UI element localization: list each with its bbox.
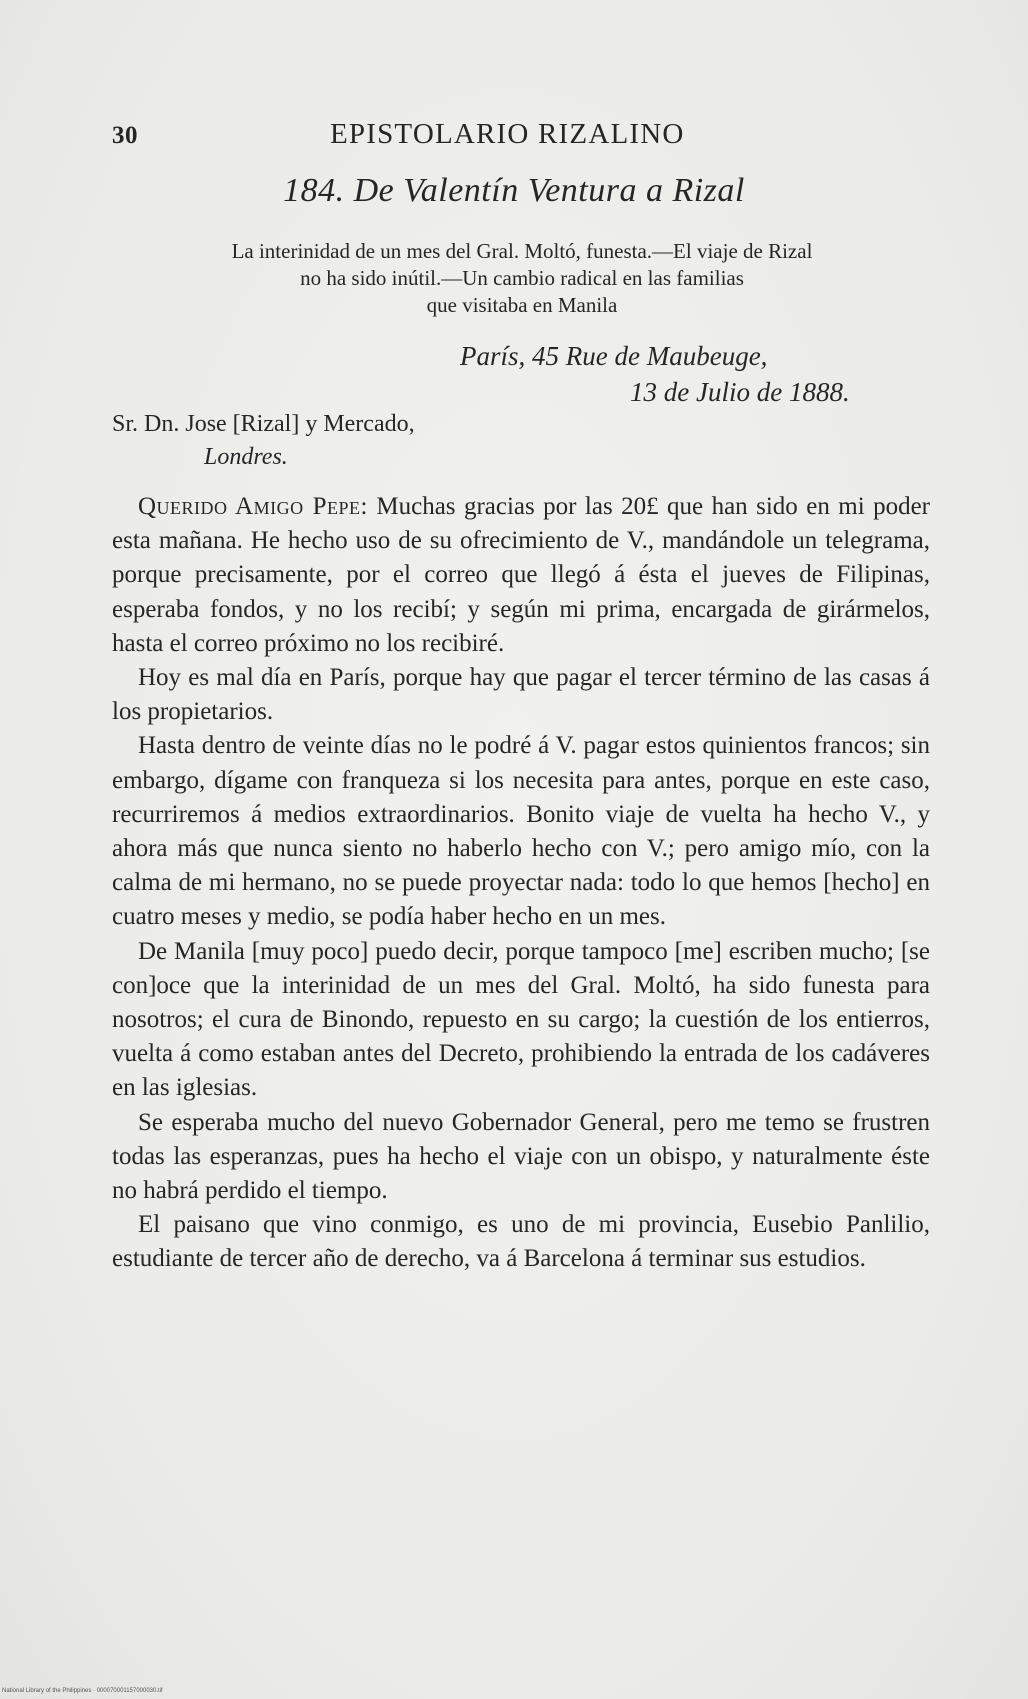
addressee-block	[112, 408, 892, 474]
letter-date: 13 de Julio de 1888.	[630, 377, 850, 407]
letter-place: París, 45 Rue de Maubeuge,	[460, 341, 768, 371]
paragraph: Hoy es mal día en París, porque hay que pagar el tercer término de las casas á los propietarios.	[112, 664, 930, 726]
scan-source-note: National Library of the Philippines · 000070001157000030.tif	[2, 1688, 163, 1694]
letter-title: 184. De Valentín Ventura a Rizal	[283, 172, 745, 209]
running-title: EPISTOLARIO RIZALINO	[330, 118, 685, 150]
paragraph-text: Muchas gracias por las 20£ que han sido en mi poder esta mañana. He hecho uso de su ofrecimiento de V., mandándole un telegrama, porque precisamente, por el correo que llegó á ésta el jueves de Filipinas, esperaba fondos, y no los recibí; y según mi prima, encargada de girármelos, hasta el correo próximo no los recibiré.	[112, 493, 930, 657]
page-header	[112, 118, 932, 158]
summary-line: La interinidad de un mes del Gral. Moltó, funesta.—El viaje de Rizal	[231, 239, 813, 263]
paragraph	[112, 490, 930, 661]
paragraph: De Manila [muy poco] puedo decir, porque tampoco [me] escriben mucho; [se con]oce que la interinidad de un mes del Gral. Moltó, ha sido funesta para nosotros; el cura de Binondo, repuesto en su cargo; la cuestión de los entierros, vuelta á como estaban antes del Decreto, prohibiendo la entrada de los cadáveres en las iglesias.	[112, 937, 930, 1102]
letter-body	[112, 490, 930, 1277]
summary-line: no ha sido inútil.—Un cambio radical en las familias	[300, 266, 744, 290]
letter-summary	[112, 238, 932, 319]
addressee-name: Sr. Dn. Jose [Rizal] y Mercado,	[112, 411, 415, 437]
addressee-city: Londres.	[204, 444, 288, 470]
paragraph: Hasta dentro de veinte días no le podré á V. pagar estos quinientos francos; sin embargo, dígame con franqueza si los necesita para antes, porque en este caso, recurriremos á medios extraordinarios. Bonito viaje de vuelta ha hecho V., y ahora más que nunca siento no haberlo hecho con V.; pero amigo mío, con la calma de mi hermano, no se puede proyectar nada: todo lo que hemos [hecho] en cuatro meses y medio, se podía haber hecho en un mes.	[112, 732, 930, 931]
paragraph: El paisano que vino conmigo, es uno de mi provincia, Eusebio Panlilio, estudiante de tercer año de derecho, va á Barcelona á terminar sus estudios.	[112, 1211, 930, 1273]
page-number: 30	[112, 122, 138, 149]
paragraph: Se esperaba mucho del nuevo Gobernador General, pero me temo se frustren todas las esperanzas, pues ha hecho el viaje con un obispo, y naturalmente éste no habrá perdido el tiempo.	[112, 1108, 930, 1205]
summary-line: que visitaba en Manila	[426, 293, 618, 317]
salutation: Querido Amigo Pepe:	[138, 493, 368, 520]
